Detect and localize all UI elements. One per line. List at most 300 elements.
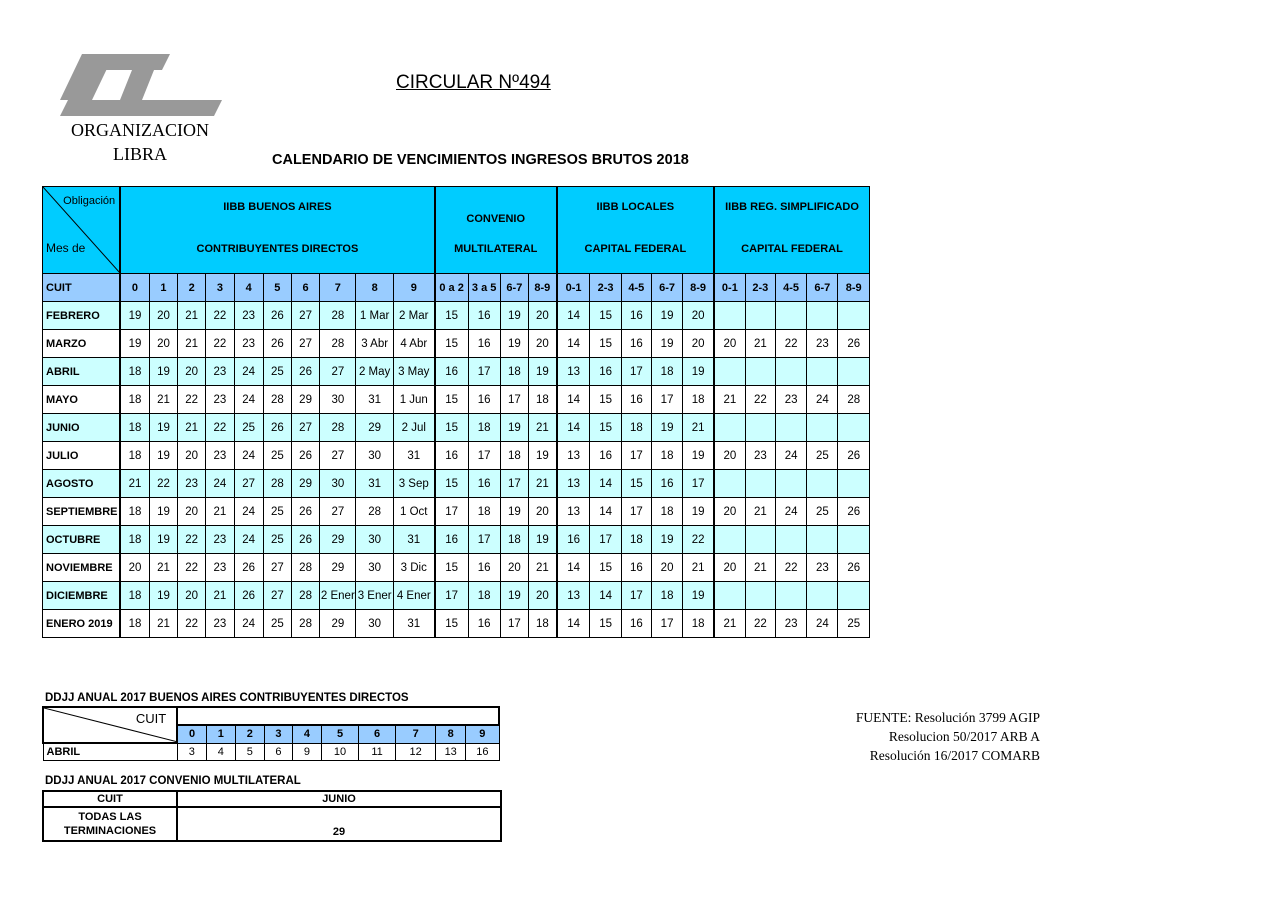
date-cell: 20 [714,554,745,582]
date-cell: 19 [651,302,682,330]
date-cell: 18 [120,358,149,386]
date-cell: 31 [393,610,434,638]
date-cell [714,470,745,498]
date-cell: 4 Abr [393,330,434,358]
month-label: SEPTIEMBRE [43,498,121,526]
date-cell: 13 [557,498,590,526]
date-cell [745,582,775,610]
date-cell: 29 [291,386,319,414]
month-label: ABRIL [43,358,121,386]
ddjj-ba-value: 5 [235,743,264,761]
date-cell: 20 [683,302,714,330]
date-cell: 23 [234,330,263,358]
date-cell: 19 [528,358,556,386]
date-cell: 27 [263,554,291,582]
date-cell: 20 [149,302,177,330]
date-cell: 19 [149,442,177,470]
date-cell: 1 Jun [393,386,434,414]
date-cell: 30 [356,442,393,470]
date-cell: 3 May [393,358,434,386]
date-cell [745,414,775,442]
date-cell: 30 [356,526,393,554]
cuit-col-header: 3 [206,274,234,302]
date-cell: 20 [120,554,149,582]
date-cell: 19 [651,414,682,442]
date-cell: 21 [714,610,745,638]
table-row [43,386,870,414]
date-cell: 23 [206,526,234,554]
date-cell: 23 [206,610,234,638]
date-cell: 20 [178,498,206,526]
date-cell: 17 [500,386,528,414]
date-cell: 17 [621,358,651,386]
date-cell: 23 [178,470,206,498]
date-cell: 24 [234,386,263,414]
ddjj-ba-value: 13 [436,743,466,761]
calendar-title: CALENDARIO DE VENCIMIENTOS INGRESOS BRUTOS 2018 [272,152,689,168]
date-cell: 18 [528,386,556,414]
date-cell: 25 [263,358,291,386]
date-cell [714,302,745,330]
date-cell: 25 [234,414,263,442]
date-cell: 3 Dic [393,554,434,582]
date-cell: 19 [683,582,714,610]
ddjj-ba-col-header: 1 [206,725,235,743]
date-cell: 19 [651,526,682,554]
date-cell: 27 [320,358,356,386]
date-cell: 30 [356,554,393,582]
date-cell: 20 [683,330,714,358]
date-cell: 22 [206,330,234,358]
date-cell: 17 [468,442,500,470]
date-cell: 26 [838,554,870,582]
date-cell: 19 [149,414,177,442]
date-cell: 21 [528,414,556,442]
date-cell: 14 [557,554,590,582]
date-cell [745,470,775,498]
date-cell: 16 [621,302,651,330]
due-dates-table [42,186,870,638]
cuit-col-header: 4-5 [775,274,806,302]
month-label: MAYO [43,386,121,414]
date-cell: 16 [468,386,500,414]
table-row [43,358,870,386]
date-cell: 15 [621,470,651,498]
group-header-iibb-locales [557,187,714,274]
date-cell: 14 [557,386,590,414]
date-cell: 29 [291,470,319,498]
date-cell: 14 [590,470,621,498]
date-cell: 26 [838,498,870,526]
date-cell: 24 [234,358,263,386]
date-cell: 15 [435,330,468,358]
date-cell: 18 [651,498,682,526]
date-cell: 14 [590,498,621,526]
date-cell: 23 [206,358,234,386]
date-cell: 23 [206,554,234,582]
date-cell [807,414,838,442]
date-cell: 21 [149,386,177,414]
date-cell: 15 [435,414,468,442]
cuit-col-header: 0-1 [714,274,745,302]
date-cell: 14 [557,414,590,442]
date-cell: 17 [435,582,468,610]
date-cell: 24 [234,526,263,554]
date-cell: 26 [263,302,291,330]
header-corner-cell [43,187,121,274]
date-cell: 20 [178,442,206,470]
date-cell: 18 [120,414,149,442]
date-cell [775,414,806,442]
date-cell: 25 [838,610,870,638]
date-cell: 25 [263,442,291,470]
date-cell: 21 [683,554,714,582]
date-cell: 19 [500,330,528,358]
date-cell: 18 [651,582,682,610]
date-cell: 19 [149,582,177,610]
ddjj-ba-col-header: 5 [321,725,358,743]
ddjj-ba-value: 9 [292,743,321,761]
table-row [43,442,870,470]
date-cell: 25 [263,610,291,638]
date-cell: 28 [263,470,291,498]
cuit-col-header: 6-7 [807,274,838,302]
date-cell: 27 [263,582,291,610]
date-cell: 18 [500,442,528,470]
date-cell: 28 [356,498,393,526]
date-cell: 18 [468,498,500,526]
date-cell: 17 [468,526,500,554]
date-cell: 18 [528,610,556,638]
date-cell: 28 [320,330,356,358]
month-label: JULIO [43,442,121,470]
date-cell: 25 [263,498,291,526]
date-cell: 23 [775,386,806,414]
cuit-col-header: 4 [234,274,263,302]
date-cell [807,358,838,386]
date-cell: 26 [291,442,319,470]
date-cell: 17 [500,610,528,638]
date-cell: 14 [557,610,590,638]
date-cell: 20 [528,302,556,330]
table-row [43,470,870,498]
date-cell: 31 [356,470,393,498]
date-cell: 18 [120,582,149,610]
date-cell: 25 [807,498,838,526]
date-cell: 23 [807,554,838,582]
table-row [43,526,870,554]
date-cell: 21 [120,470,149,498]
ddjj-cm-col1: CUIT [43,791,177,807]
ddjj-ba-value: 11 [359,743,396,761]
date-cell: 19 [528,526,556,554]
table-row [43,302,870,330]
date-cell: 17 [651,610,682,638]
date-cell: 19 [120,330,149,358]
date-cell: 19 [651,330,682,358]
date-cell: 20 [528,330,556,358]
ddjj-ba-col-header: 4 [292,725,321,743]
month-label: FEBRERO [43,302,121,330]
date-cell: 28 [291,610,319,638]
date-cell: 22 [178,386,206,414]
ddjj-ba-row-label: ABRIL [43,743,177,761]
date-cell: 18 [651,442,682,470]
date-cell [775,526,806,554]
cuit-col-header: 2-3 [590,274,621,302]
date-cell: 21 [206,498,234,526]
source-line-2: Resolucion 50/2017 ARB A [888,729,1040,744]
ddjj-cm-row-label [43,807,177,841]
date-cell: 23 [234,302,263,330]
source-line-3: Resolución 16/2017 COMARB [869,748,1040,763]
table-row [43,554,870,582]
date-cell: 21 [683,414,714,442]
cuit-col-header: 0-1 [557,274,590,302]
org-name-line2: LIBRA [113,144,167,164]
date-cell: 15 [590,414,621,442]
date-cell: 29 [320,610,356,638]
date-cell: 18 [651,358,682,386]
date-cell: 18 [120,442,149,470]
ddjj-ba-corner [43,707,177,743]
date-cell: 16 [435,442,468,470]
date-cell: 21 [745,498,775,526]
date-cell [807,526,838,554]
date-cell: 14 [590,582,621,610]
date-cell: 19 [149,498,177,526]
date-cell: 14 [557,302,590,330]
date-cell: 22 [775,330,806,358]
date-cell: 17 [683,470,714,498]
date-cell [714,526,745,554]
date-cell [745,526,775,554]
date-cell: 16 [590,442,621,470]
date-cell: 19 [500,302,528,330]
month-label: MARZO [43,330,121,358]
cuit-header-row [43,274,870,302]
date-cell: 19 [149,526,177,554]
date-cell [838,582,870,610]
date-cell [838,526,870,554]
month-label: DICIEMBRE [43,582,121,610]
date-cell: 21 [149,610,177,638]
date-cell: 25 [263,526,291,554]
date-cell: 16 [651,470,682,498]
date-cell: 21 [528,470,556,498]
date-cell: 22 [775,554,806,582]
cuit-col-header: 1 [149,274,177,302]
cuit-col-header: 8 [356,274,393,302]
table-row [43,498,870,526]
date-cell: 26 [291,526,319,554]
cuit-label: CUIT [43,274,121,302]
ddjj-cm-value: 29 [177,807,501,841]
date-cell [775,302,806,330]
date-cell [838,414,870,442]
date-cell: 22 [178,526,206,554]
ddjj-ba-col-header: 7 [396,725,436,743]
date-cell: 21 [178,302,206,330]
date-cell: 13 [557,358,590,386]
date-cell: 30 [320,470,356,498]
date-cell: 19 [500,414,528,442]
date-cell: 26 [291,358,319,386]
date-cell [775,470,806,498]
date-cell [807,470,838,498]
date-cell: 16 [468,302,500,330]
date-cell: 23 [206,386,234,414]
date-cell: 13 [557,470,590,498]
date-cell: 15 [590,302,621,330]
date-cell: 24 [775,498,806,526]
ddjj-ba-col-header: 8 [436,725,466,743]
date-cell: 21 [178,414,206,442]
date-cell [714,358,745,386]
date-cell: 28 [291,582,319,610]
date-cell: 28 [320,414,356,442]
date-cell: 28 [263,386,291,414]
date-cell: 21 [714,386,745,414]
date-cell: 15 [590,610,621,638]
date-cell [714,582,745,610]
table-row [43,582,870,610]
date-cell: 24 [234,498,263,526]
date-cell: 27 [291,330,319,358]
date-cell: 15 [435,470,468,498]
ddjj-ba-col-header: 0 [177,725,206,743]
date-cell [775,582,806,610]
date-cell: 30 [320,386,356,414]
source-note [820,708,1040,765]
date-cell [838,470,870,498]
date-cell: 19 [528,442,556,470]
date-cell: 18 [500,526,528,554]
group-header-line1: IIBB REG. SIMPLIFICADO [725,201,859,213]
date-cell: 18 [468,414,500,442]
date-cell: 18 [683,386,714,414]
date-cell: 16 [468,610,500,638]
date-cell: 13 [557,582,590,610]
date-cell: 18 [683,610,714,638]
date-cell: 19 [500,582,528,610]
ddjj-cm-table [42,790,502,842]
date-cell: 20 [500,554,528,582]
date-cell: 29 [320,554,356,582]
date-cell: 22 [745,386,775,414]
date-cell [838,358,870,386]
date-cell: 26 [263,330,291,358]
date-cell: 20 [714,498,745,526]
date-cell: 23 [745,442,775,470]
ddjj-cm-col2: JUNIO [177,791,501,807]
date-cell: 24 [807,386,838,414]
cuit-col-header: 2 [178,274,206,302]
date-cell: 22 [178,610,206,638]
cuit-col-header: 0 a 2 [435,274,468,302]
date-cell: 21 [745,554,775,582]
cuit-col-header: 6-7 [500,274,528,302]
date-cell: 31 [393,442,434,470]
cuit-col-header: 8-9 [838,274,870,302]
date-cell: 1 Oct [393,498,434,526]
date-cell [775,358,806,386]
date-cell: 13 [557,442,590,470]
date-cell: 20 [714,330,745,358]
cuit-col-header: 6 [291,274,319,302]
date-cell: 18 [120,386,149,414]
date-cell: 4 Ener [393,582,434,610]
date-cell: 3 Ener [356,582,393,610]
table-row [43,414,870,442]
date-cell: 26 [234,554,263,582]
date-cell: 22 [149,470,177,498]
group-header-line2: CAPITAL FEDERAL [741,243,843,255]
date-cell: 28 [320,302,356,330]
month-label: OCTUBRE [43,526,121,554]
date-cell: 20 [178,582,206,610]
date-cell: 17 [621,442,651,470]
date-cell: 23 [775,610,806,638]
date-cell: 17 [468,358,500,386]
date-cell: 24 [206,470,234,498]
ddjj-ba-value: 10 [321,743,358,761]
month-label: AGOSTO [43,470,121,498]
date-cell [745,358,775,386]
date-cell: 20 [651,554,682,582]
source-line-1: FUENTE: Resolución 3799 AGIP [855,710,1040,725]
date-cell: 23 [206,442,234,470]
date-cell: 19 [683,358,714,386]
date-cell: 19 [500,498,528,526]
date-cell: 24 [234,442,263,470]
date-cell: 21 [745,330,775,358]
date-cell: 26 [234,582,263,610]
date-cell: 19 [149,358,177,386]
date-cell: 24 [775,442,806,470]
date-cell: 16 [621,330,651,358]
date-cell: 16 [621,610,651,638]
date-cell: 20 [528,582,556,610]
corner-label-bottom: Mes de [46,241,86,255]
group-header-line1: IIBB BUENOS AIRES [223,201,332,213]
date-cell [807,582,838,610]
group-header-iibb-ba [120,187,435,274]
date-cell: 26 [838,330,870,358]
ddjj-ba-cuit-label: CUIT [135,711,167,726]
cuit-col-header: 8-9 [528,274,556,302]
date-cell: 15 [435,554,468,582]
cuit-col-header: 7 [320,274,356,302]
date-cell: 2 Jul [393,414,434,442]
cuit-col-header: 8-9 [683,274,714,302]
date-cell: 22 [745,610,775,638]
ddjj-ba-col-header: 3 [264,725,292,743]
date-cell: 18 [468,582,500,610]
cuit-col-header: 3 a 5 [468,274,500,302]
date-cell: 21 [178,330,206,358]
date-cell: 16 [557,526,590,554]
table-row [43,330,870,358]
ddjj-ba-col-header: 2 [235,725,264,743]
date-cell: 21 [149,554,177,582]
cuit-col-header: 9 [393,274,434,302]
date-cell: 19 [120,302,149,330]
date-cell: 24 [234,610,263,638]
date-cell: 22 [206,414,234,442]
date-cell: 20 [714,442,745,470]
corner-label-top: Obligación [63,195,116,207]
